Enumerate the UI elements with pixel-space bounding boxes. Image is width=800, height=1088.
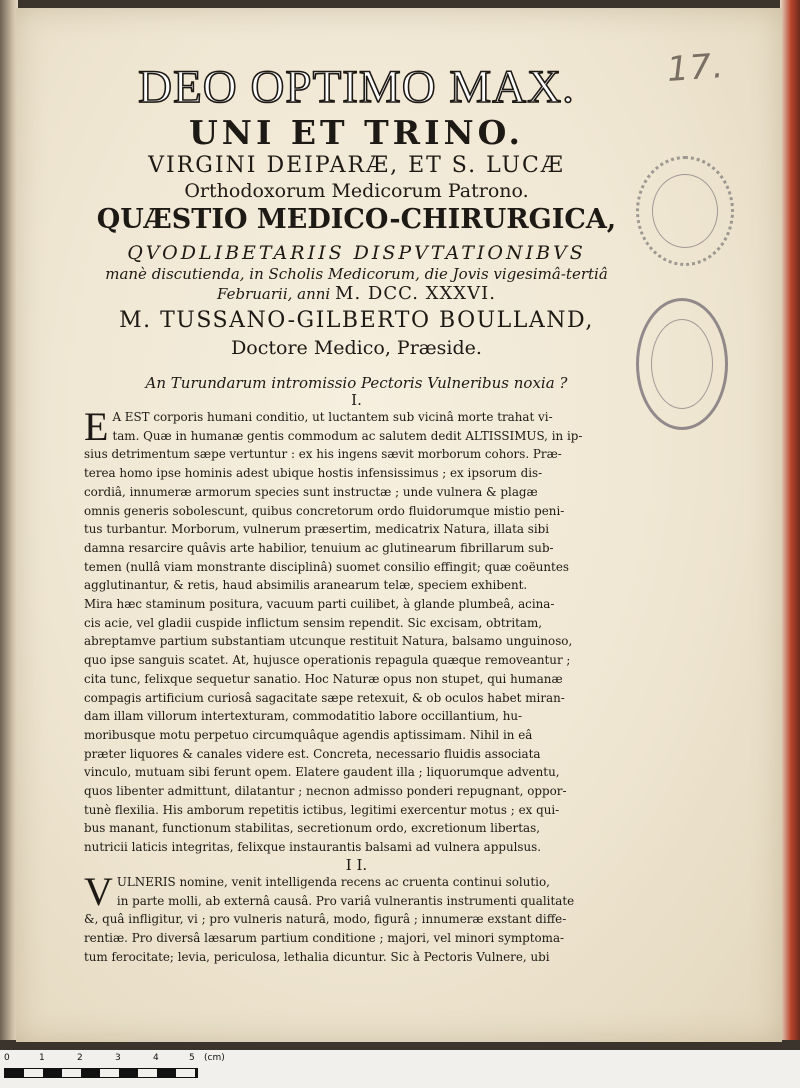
title-line-3: VIRGINI DEIPARÆ, ET S. LUCÆ — [148, 153, 565, 178]
text-line: cita tunc, felixque sequetur sanatio. Hoc Naturæ opus non stupet, qui humanæ — [84, 671, 563, 686]
text-line: abreptamve partium substantiam utcunque restituit Natura, balsamo unguinoso, — [84, 634, 573, 649]
text-line: tum ferocitate; levia, periculosa, lethalia dicuntur. Sic à Pectoris Vulnere, ubi — [84, 949, 550, 964]
scale-ruler — [4, 1068, 198, 1078]
title-line-8-text: Februarii, anni — [217, 285, 331, 303]
scale-labels — [0, 1053, 800, 1065]
text-line: Mira hæc staminum positura, vacuum parti cuilibet, à glande plumbeâ, acina- — [84, 597, 555, 612]
text-line: agglutinantur, & retis, haud absimilis aranearum telæ, speciem exhibent. — [84, 578, 528, 593]
document-page — [16, 8, 782, 1042]
title-line-4: Orthodoxorum Medicorum Patrono. — [184, 180, 529, 202]
text-line: præter liquores & canales videre est. Concreta, necessario fluidis associata — [84, 746, 541, 761]
library-stamp-icon — [636, 156, 734, 266]
text-line: tam. Quæ in humanæ gentis commodum ac salutem dedit ALTISSIMUS, in ip- — [112, 428, 583, 443]
scale-tick-label: 3 — [115, 1053, 121, 1063]
text-line: rentiæ. Pro diversâ læsarum partium conditione ; majori, vel minori symptoma- — [84, 930, 565, 945]
scale-tick-label: 5 — [189, 1053, 195, 1063]
text-line: nutricii laticis integritas, felixque instaurantis balsami ad vulnera appulsus. — [84, 840, 542, 855]
text-line: cordiâ, innumeræ armorum species sunt instructæ ; unde vulnera & plagæ — [84, 484, 538, 499]
title-line-5: QUÆSTIO MEDICO-CHIRURGICA, — [96, 204, 617, 235]
text-line: &, quâ infligitur, vi ; pro vulneris naturâ, modo, figurâ ; innumeræ exstant diffe- — [84, 912, 567, 927]
text-line: A EST corporis humani conditio, ut luctantem sub vicinâ morte trahat vi- — [112, 410, 553, 424]
title-line-7: manè discutienda, in Scholis Medicorum, die Jovis vigesimâ-tertiâ — [105, 265, 608, 283]
scale-tick-label: 1 — [39, 1053, 45, 1063]
stamp-inner-ring — [652, 174, 718, 249]
text-line: bus manant, functionum stabilitas, secretionum ordo, excretionum libertas, — [84, 821, 540, 836]
folio-number: 17. — [665, 46, 726, 90]
scale-tick-label: 0 — [4, 1053, 10, 1063]
text-line: quo ipse sanguis scatet. At, hujusce operationis repagula quæque removeantur ; — [84, 653, 571, 668]
section-number: I I. — [345, 855, 368, 874]
text-line: ULNERIS nomine, venit intelligenda recens ac cruenta continui solutio, — [116, 874, 550, 889]
section-2-paragraph — [84, 868, 629, 967]
text-line: vinculo, mutuam sibi ferunt opem. Elatere gaudent illa ; liquorumque adventu, — [84, 765, 560, 780]
page-content — [84, 60, 629, 966]
text-line: sius detrimentum sæpe vertuntur : ex his ingens sævit morborum cohors. Præ- — [84, 447, 562, 462]
text-line: quos libenter admittunt, dilatantur ; necnon admisso ponderi repugnant, oppor- — [84, 784, 567, 799]
text-line: temen (nullâ viam monstrante disciplinâ) suomet consilio effingit; quæ coëuntes — [84, 559, 569, 574]
text-line: tus turbantur. Morborum, vulnerum præsertim, medicatrix Natura, illata sibi — [84, 522, 550, 537]
scale-tick-label: 4 — [153, 1053, 159, 1063]
library-stamp-icon — [636, 298, 728, 430]
section-1-paragraph — [84, 404, 629, 857]
text-line: compagis artificium curiosâ sagacitate sæpe retexuit, & ob oculos habet miran- — [84, 690, 565, 705]
text-line: damna resarcire quâvis arte habilior, tenuium ac glutinearum fibrillarum sub- — [84, 540, 554, 555]
title-year: M. DCC. XXXVI. — [335, 283, 496, 304]
text-line: cis acie, vel gladii cuspide inflictum sensim rependit. Sic excisam, obtritam, — [84, 615, 543, 630]
section-number: I. — [351, 391, 362, 409]
drop-cap: E — [84, 404, 109, 449]
stamp-inner-ring — [651, 319, 713, 409]
text-line: in parte molli, ab externâ causâ. Pro variâ vulnerantis instrumenti qualitate — [116, 893, 575, 908]
title-line-6: QVODLIBETARIIS DISPVTATIONIBVS — [127, 242, 586, 264]
book-edge — [780, 0, 800, 1040]
question-heading: An Turundarum intromissio Pectoris Vulneribus noxia ? — [145, 374, 568, 392]
title-line-8 — [84, 284, 629, 304]
text-line: tunè flexilia. His amborum repetitis ictibus, legitimi exercentur motus ; ex qui- — [84, 802, 560, 817]
measurement-scale — [0, 1050, 800, 1088]
text-line: moribusque motu perpetuo circumquâque agendis aptissimam. Nihil in eâ — [84, 727, 533, 742]
title-line-1: DEO OPTIMO MAX. — [138, 61, 575, 113]
text-line: terea homo ipse hominis adest ubique hostis infensissimus ; ex ipsorum dis- — [84, 466, 543, 481]
text-line: omnis generis sobolescunt, quibus concretorum ordo fluidorumque mistio peni- — [84, 503, 565, 518]
text-line: dam illam villorum intertexturam, commodatitio labore occillantium, hu- — [84, 709, 523, 724]
title-line-2: UNI ET TRINO. — [189, 113, 524, 152]
praeses-title: Doctore Medico, Præside. — [231, 337, 482, 359]
drop-cap: V — [84, 868, 113, 914]
praeses-name: M. TUSSANO-GILBERTO BOULLAND, — [119, 308, 594, 333]
scale-tick-label: 2 — [77, 1053, 83, 1063]
scale-unit-label: (cm) — [204, 1053, 225, 1063]
